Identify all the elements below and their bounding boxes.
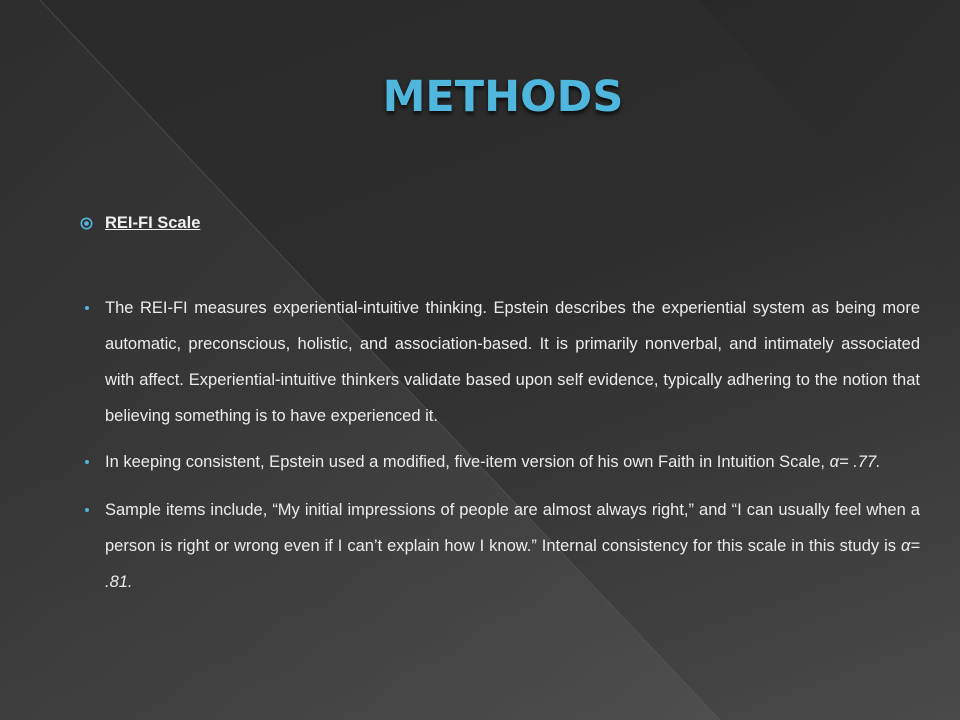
bullet-item	[80, 444, 920, 480]
bullet-text: Sample items include, “My initial impressions of people are almost always right,” and “I can usually feel when a person is right or wrong even if I can’t explain how I know.” Internal consistency for this scale in this study is	[105, 501, 920, 555]
slide-title: METHODS	[382, 72, 624, 122]
bullet-dot-icon	[85, 508, 89, 512]
slide-content	[80, 206, 920, 600]
circled-dot-icon	[80, 217, 105, 230]
bullet-text: In keeping consistent, Epstein used a modified, five-item version of his own Faith in Intuition Scale,	[105, 453, 830, 471]
bullet-dot-icon	[85, 306, 89, 310]
bullet-item	[80, 492, 920, 600]
section-heading	[80, 206, 920, 240]
reliability-stat: α= .77.	[829, 453, 881, 471]
bullet-dot-icon	[85, 460, 89, 464]
bullet-list	[80, 290, 920, 600]
bullet-text: The REI-FI measures experiential-intuitive thinking. Epstein describes the experiential system as being more automatic, preconscious, holistic, and association-based. It is primarily nonverbal, and intimately associated with affect. Experiential-intuitive thinkers validate based upon self evidence, typically adhering to the notion that believing something is to have experienced it.	[105, 299, 920, 425]
bullet-item	[80, 290, 920, 434]
reliability-stat: α= .81.	[105, 537, 920, 591]
section-heading-text: REI-FI Scale	[105, 213, 201, 232]
